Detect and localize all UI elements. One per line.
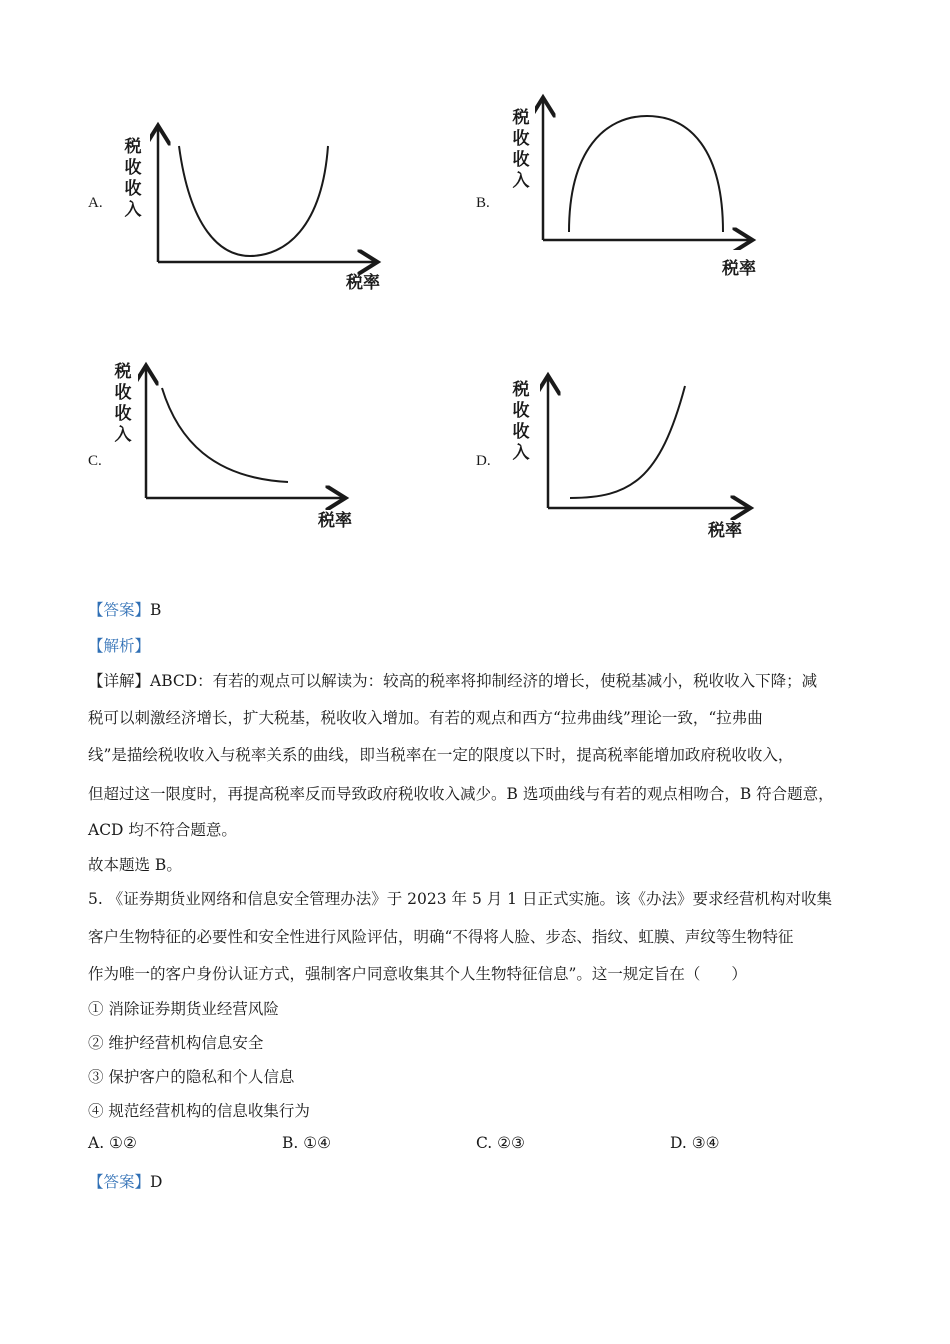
option-b-letter: B. — [476, 195, 490, 211]
q4-detail-line-1 — [88, 669, 817, 691]
q4-detail-text-1: ABCD：有若的观点可以解读为：较高的税率将抑制经济的增长，使税基减小，税收收入下降；减 — [150, 672, 818, 690]
q4-answer-tag: 【答案】 — [88, 601, 151, 619]
q5-stem-line-3: 作为唯一的客户身份认证方式，强制客户同意收集其个人生物特征信息”。这一规定旨在（ ） — [88, 965, 747, 983]
option-b-graph — [535, 90, 775, 250]
q5-choice-b: B. ①④ — [282, 1134, 332, 1152]
option-b-curve — [569, 116, 723, 232]
q5-statement-2: ② 维护经营机构信息安全 — [88, 1034, 264, 1052]
q4-detail-line-3: 线”是描绘税收收入与税率关系的曲线，即当税率在一定的限度以下时，提高税率能增加政府税收收入， — [88, 746, 794, 764]
q5-statement-3: ③ 保护客户的隐私和个人信息 — [88, 1068, 295, 1086]
option-d-curve — [570, 386, 685, 498]
q4-detail-line-5: ACD 均不符合题意。 — [88, 821, 237, 839]
q5-answer-tag: 【答案】 — [88, 1173, 151, 1191]
option-c-ylabel: 税收收入 — [114, 362, 132, 445]
option-a-xlabel: 税率 — [346, 273, 380, 293]
q4-detail-tag: 【详解】 — [88, 672, 151, 690]
option-c-curve — [162, 388, 288, 482]
q5-choice-a: A. ①② — [88, 1134, 137, 1152]
option-b-ylabel: 税收收入 — [512, 108, 530, 191]
option-d-graph — [540, 370, 760, 520]
option-d-xlabel: 税率 — [708, 521, 742, 541]
q4-answer-line — [88, 598, 161, 620]
q5-answer-value: D — [150, 1173, 163, 1191]
q5-answer-line — [88, 1170, 162, 1192]
option-c-graph — [138, 360, 358, 510]
option-d-letter: D. — [476, 453, 491, 469]
q5-stem-line-1: 5. 《证券期货业网络和信息安全管理办法》于 2023 年 5 月 1 日正式实施。该《办法》要求经营机构对收集 — [88, 890, 832, 908]
q4-analysis-tag: 【解析】 — [88, 637, 151, 655]
q5-choice-c: C. ②③ — [476, 1134, 525, 1152]
option-a-letter: A. — [88, 195, 103, 211]
q5-statement-1: ① 消除证券期货业经营风险 — [88, 1000, 279, 1018]
option-d-ylabel: 税收收入 — [512, 380, 530, 463]
option-b-xlabel: 税率 — [722, 259, 756, 279]
q5-choice-d: D. ③④ — [670, 1134, 720, 1152]
q4-conclusion: 故本题选 B。 — [88, 856, 182, 874]
q4-detail-line-2: 税可以刺激经济增长，扩大税基，税收收入增加。有若的观点和西方“拉弗曲线”理论一致，“拉弗曲 — [88, 709, 763, 727]
q4-answer-value: B — [150, 601, 162, 619]
option-c-letter: C. — [88, 453, 102, 469]
q5-statement-4: ④ 规范经营机构的信息收集行为 — [88, 1102, 310, 1120]
option-a-curve — [179, 146, 328, 256]
option-a-graph — [150, 118, 390, 278]
q5-stem-line-2: 客户生物特征的必要性和安全性进行风险评估，明确“不得将人脸、步态、指纹、虹膜、声纹等生物特征 — [88, 928, 794, 946]
option-a-ylabel: 税收收入 — [124, 137, 142, 220]
q4-detail-line-4: 但超过这一限度时，再提高税率反而导致政府税收收入减少。B 选项曲线与有若的观点相吻合，B 符合题意， — [88, 785, 834, 803]
option-c-xlabel: 税率 — [318, 511, 352, 531]
